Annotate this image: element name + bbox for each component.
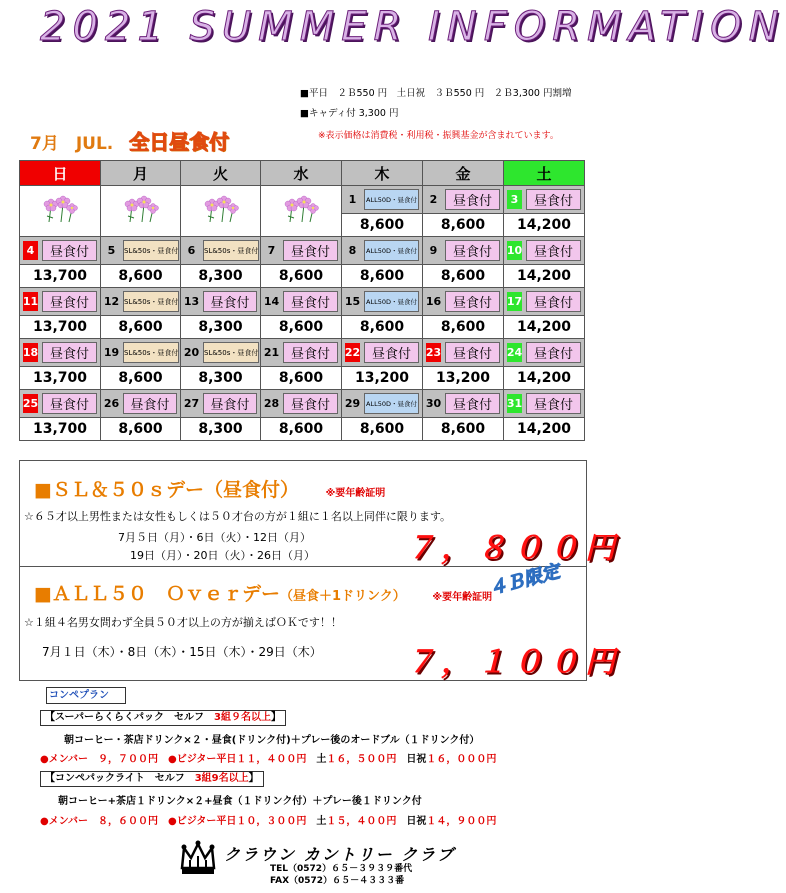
day-price: 13,700 [20,265,101,288]
calendar-day-23 [423,339,504,367]
day-price: 14,200 [504,265,585,288]
day-number: 17 [507,292,522,311]
pack1-condition: 3組９名以上 [214,712,271,723]
sl50-day-box [19,460,621,567]
day-price: 8,600 [423,265,504,288]
day-price: 8,300 [181,367,261,390]
calendar-day-24 [504,339,585,367]
all50-price: ７，１００円 [405,645,621,680]
day-number: 24 [507,343,522,362]
day-number: 3 [507,190,522,209]
pack1-title-close: 】 [270,712,281,723]
plan-label: 昼食付 [42,291,97,312]
pack2-prices [40,811,496,833]
pack2-holiday-label: 日祝 [406,816,427,827]
pack2-title-text: 【コンペパックライト セルフ [45,773,185,784]
pack1-member-price: ９，７００円 [98,754,159,765]
calendar-day-3 [504,186,585,214]
plan-label: 昼食付 [203,393,257,414]
calendar-day-22 [342,339,423,367]
day-number: 21 [263,346,280,359]
plan-label: 昼食付 [445,393,500,414]
calendar-table [19,160,585,441]
plan-label: 昼食付 [526,240,581,261]
calendar-day-18 [20,339,101,367]
day-number: 10 [507,241,522,260]
weekday-header-row [20,161,585,186]
day-price: 8,600 [101,418,181,441]
day-number: 9 [429,244,438,257]
calendar-day-2 [423,186,504,214]
day-price: 13,700 [20,418,101,441]
day-number: 30 [425,397,442,410]
flower-cell [261,186,342,237]
plan-label: 昼食付 [283,342,338,363]
pack2-title [40,771,264,787]
club-fax: FAX（0572）６５－４３３３番 [270,876,405,886]
sl50-dates-1: 7月５日（月）・6日（火）・12日（月） [118,531,311,544]
calendar-price-row [20,316,585,339]
pack1-description: 朝コーヒー・茶店ドリンク×２・昼食(ドリンク付)＋プレー後のオードブル（１ドリンク付） [64,735,480,746]
sl50-heading [34,475,385,502]
plan-label: 昼食付 [526,393,581,414]
day-price: 13,200 [423,367,504,390]
day-number: 2 [429,193,438,206]
day-price: 8,600 [342,316,423,339]
cosmos-flower-icon [280,211,322,230]
day-price: 8,600 [423,214,504,237]
day-number: 27 [183,397,200,410]
day-number: 31 [507,394,522,413]
calendar-day-row [20,237,585,265]
day-price: 8,300 [181,418,261,441]
day-number: 4 [23,241,38,260]
sl50-age-note: ※要年齢証明 [325,488,386,499]
pack1-member-label: ●メンバー [40,754,89,765]
plan-label: SL&50s・昼食付 [123,291,179,312]
weekday-mon: 月 [101,161,181,186]
all50-title: ■ＡＬＬ５０ Ｏｖｅｒデー [34,583,280,605]
calendar-day-5 [101,237,181,265]
day-price: 13,700 [20,367,101,390]
calendar-day-13 [181,288,261,316]
pack2-visitor-label: ●ビジター平日 [168,816,237,827]
pack1-holiday-price: １６，０００円 [426,754,497,765]
plan-label: SL&50s・昼食付 [203,240,259,261]
day-price: 13,700 [20,316,101,339]
all50-heading [34,579,492,606]
calendar-day-30 [423,390,504,418]
day-price: 8,600 [261,265,342,288]
day-number: 11 [23,292,38,311]
day-number: 13 [183,295,200,308]
day-price: 8,600 [423,418,504,441]
pack2-holiday-price: １４，９００円 [426,816,497,827]
plan-label: 昼食付 [42,240,97,261]
sl50-title: ■ＳＬ＆５０ｓデー（昼食付） [34,479,299,501]
calendar-day-row [20,288,585,316]
day-price: 8,300 [181,316,261,339]
day-price: 8,600 [101,265,181,288]
plan-label: ALL50D・昼食付 [364,393,419,414]
month-label: 7月 JUL. [30,134,114,154]
day-number: 22 [345,343,360,362]
all50-dates: 7月１日（木）・8日（木）・15日（木）・29日（木） [42,645,322,659]
day-number: 28 [263,397,280,410]
day-price: 14,200 [504,418,585,441]
plan-label: ALL50D・昼食付 [364,189,419,210]
day-price: 14,200 [504,214,585,237]
all50-description: ☆１組４名男女問わず全員５０才以上の方が揃えばＯＫです！！ [24,616,342,629]
plan-label: SL&50s・昼食付 [123,240,179,261]
day-price: 8,600 [423,316,504,339]
cosmos-flower-icon [200,211,242,230]
calendar-day-8 [342,237,423,265]
plan-label: 昼食付 [445,189,500,210]
calendar-day-6 [181,237,261,265]
day-number: 23 [426,343,441,362]
day-number: 16 [425,295,442,308]
price-line-weekday: ■平日 ２Ｂ550 円 土日祝 ３Ｂ550 円 ２Ｂ3,300 円割増 [300,88,572,99]
pack1-sat-label: 土 [316,754,327,765]
weekday-sat: 土 [504,161,585,186]
calendar-day-10 [504,237,585,265]
all50-subtitle: （昼食＋1ドリンク） [279,589,406,604]
cosmos-flower-icon [120,211,162,230]
pack1-title-text: 【スーパーらくらくパック セルフ [45,712,204,723]
day-number: 5 [107,244,116,257]
sl50-description: ☆６５才以上男性または女性もしくは５０才台の方が１組に１名以上同伴に限ります。 [24,510,451,523]
calendar-day-15 [342,288,423,316]
four-ball-badge: ４Ｂ限定 [486,560,562,600]
plan-label: 昼食付 [445,240,500,261]
plan-label: 昼食付 [526,291,581,312]
calendar-day-31 [504,390,585,418]
plan-label: 昼食付 [283,240,338,261]
day-number: 29 [344,397,361,410]
flower-cell [181,186,261,237]
plan-label: 昼食付 [42,393,97,414]
calendar-day-25 [20,390,101,418]
tax-note: ※表示価格は消費税・利用税・振興基金が含まれています。 [318,131,559,141]
plan-label: 昼食付 [445,291,500,312]
club-contact [270,863,412,887]
day-price: 8,600 [261,316,342,339]
plan-label: 昼食付 [283,393,338,414]
calendar-day-7 [261,237,342,265]
calendar-day-17 [504,288,585,316]
pack2-description: 朝コーヒー+茶店１ドリンク×２+昼食（１ドリンク付）＋プレー後１ドリンク付 [58,796,422,807]
plan-label: 昼食付 [364,342,419,363]
weekday-tue: 火 [181,161,261,186]
plan-label: 昼食付 [283,291,338,312]
pack1-visitor-label: ●ビジター平日 [168,754,237,765]
day-number: 19 [103,346,120,359]
plan-label: 昼食付 [526,342,581,363]
day-price: 8,600 [342,418,423,441]
day-price: 14,200 [504,316,585,339]
pack1-holiday-label: 日祝 [406,754,427,765]
price-summary [300,84,572,124]
crown-icon [178,838,218,878]
day-price: 8,600 [261,418,342,441]
calendar-day-1 [342,186,423,214]
calendar-day-29 [342,390,423,418]
club-tel: TEL（0572）６５－３９３９番代 [270,864,413,874]
plan-label: SL&50s・昼食付 [123,342,179,363]
weekday-sun: 日 [20,161,101,186]
day-price: 8,600 [342,214,423,237]
price-line-caddie: ■キャディ付 3,300 円 [300,108,399,119]
plan-label: 昼食付 [123,393,177,414]
sl50-dates-2: 19日（月）・20日（火）・26日（月） [130,549,315,562]
plan-label: 昼食付 [203,291,257,312]
day-number: 8 [348,244,357,257]
calendar-day-row [20,339,585,367]
pack1-visitor-price: １１，４００円 [236,754,307,765]
day-number: 18 [23,343,38,362]
sl50-price: ７，８００円 [405,531,621,566]
pack2-sat-label: 土 [316,816,327,827]
plan-label: ALL50D・昼食付 [364,291,419,312]
page-title: 2021 SUMMER INFORMATION [40,4,786,50]
calendar-day-11 [20,288,101,316]
all50-age-note: ※要年齢証明 [432,592,493,603]
pack2-title-close: 】 [248,773,259,784]
compe-plan-caption: コンペプラン [46,687,126,704]
club-name: クラウン カントリー クラブ [224,845,456,864]
day-price: 14,200 [504,367,585,390]
plan-label: 昼食付 [42,342,97,363]
pack2-member-price: ８，６００円 [98,816,159,827]
cosmos-flower-icon [39,211,81,230]
day-price: 8,600 [101,367,181,390]
day-number: 26 [103,397,120,410]
day-price: 13,200 [342,367,423,390]
weekday-wed: 水 [261,161,342,186]
pack2-visitor-price: １０，３００円 [236,816,307,827]
day-number: 25 [23,394,38,413]
month-plan-label: 全日昼食付 [129,130,230,154]
day-number: 6 [187,244,196,257]
calendar-day-27 [181,390,261,418]
day-number: 20 [183,346,200,359]
day-price: 8,600 [342,265,423,288]
weekday-fri: 金 [423,161,504,186]
flower-cell [101,186,181,237]
plan-label: ALL50D・昼食付 [364,240,419,261]
day-price: 8,600 [101,316,181,339]
pack2-condition: 3組9名以上 [194,773,249,784]
calendar-day-14 [261,288,342,316]
day-number: 14 [263,295,280,308]
day-number: 12 [103,295,120,308]
calendar-day-9 [423,237,504,265]
calendar-day-21 [261,339,342,367]
calendar-day-20 [181,339,261,367]
calendar-day-12 [101,288,181,316]
club-logo [178,838,456,888]
calendar-day-4 [20,237,101,265]
month-heading [30,126,229,155]
calendar-day-16 [423,288,504,316]
pack2-member-label: ●メンバー [40,816,89,827]
plan-label: 昼食付 [526,189,581,210]
calendar-day-26 [101,390,181,418]
calendar-price-row [20,418,585,441]
calendar-day-row [20,390,585,418]
pack1-prices [40,749,496,771]
day-number: 7 [267,244,276,257]
pack1-sat-price: １６，５００円 [326,754,397,765]
plan-label: SL&50s・昼食付 [203,342,259,363]
day-price: 8,600 [261,367,342,390]
pack1-title [40,710,286,726]
day-number: 15 [344,295,361,308]
calendar-day-row [20,186,585,214]
calendar-day-19 [101,339,181,367]
calendar-day-28 [261,390,342,418]
plan-label: 昼食付 [445,342,500,363]
day-price: 8,300 [181,265,261,288]
pack2-sat-price: １５，４００円 [326,816,397,827]
calendar-price-row [20,367,585,390]
day-number: 1 [348,193,357,206]
calendar-price-row [20,265,585,288]
flower-cell [20,186,101,237]
weekday-thu: 木 [342,161,423,186]
